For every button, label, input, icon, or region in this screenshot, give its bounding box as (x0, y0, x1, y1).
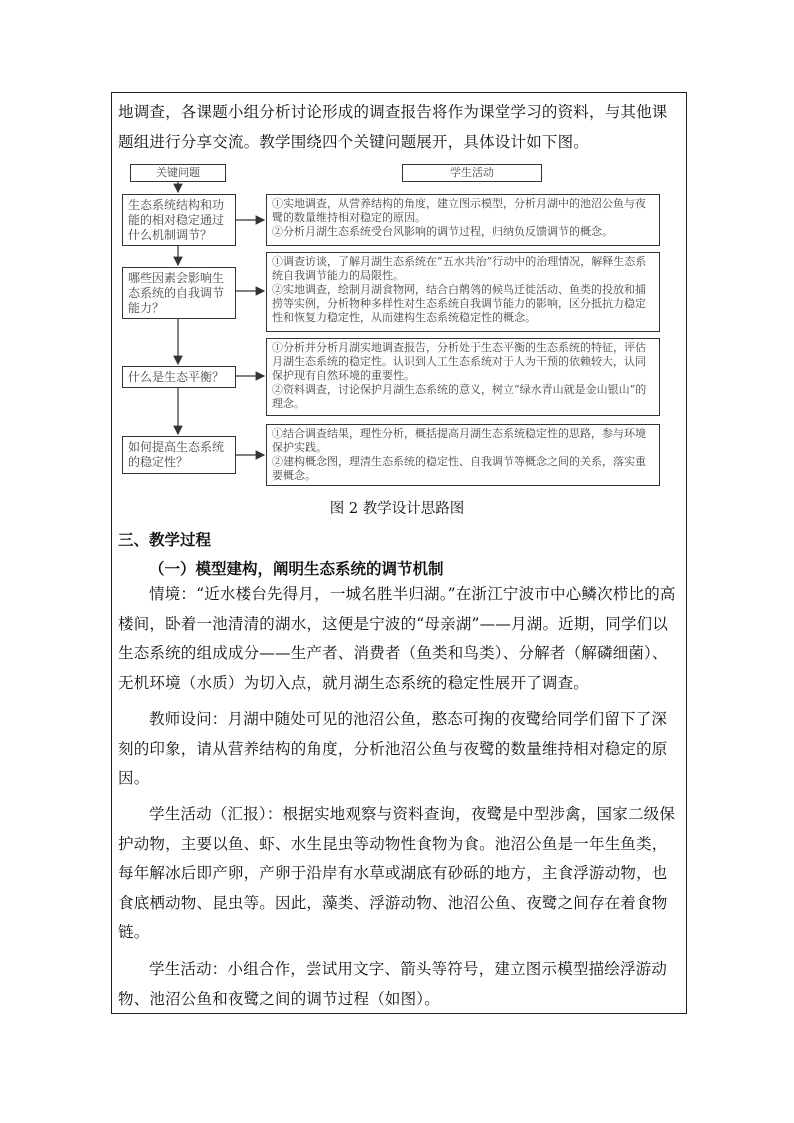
question-box-4: 如何提高生态系统的稳定性？ (122, 436, 236, 474)
figure-caption: 图 2 教学设计思路图 (329, 501, 465, 517)
question-box-1: 生态系统结构和功能的相对稳定通过什么机制调节？ (122, 194, 236, 246)
intro-line-2: 题组进行分享交流。教学围绕四个关键问题展开，具体设计如下图。 (118, 133, 590, 151)
activity-box-2: ①调查访谈，了解月湖生态系统在“五水共治”行动中的治理情况，解释生态系统自我调节能力的局限性。 ②实地调查，绘制月湖食物网，结合白鹡鸰的候鸟迁徙活动、鱼类的投放和捕捞等实例，分析物种多样性对生态系统自我调节能力的影响，区分抵抗力稳定性和恢复力稳定性，从而建构生态系统稳定性的概念。 (266, 252, 660, 332)
activity-box-4: ①结合调查结果，理性分析，概括提高月湖生态系统稳定性的思路，参与环境保护实践。 ②建构概念图，理清生态系统的稳定性、自我调节等概念之间的关系，落实重要概念。 (266, 424, 660, 486)
section-title: 三、教学过程 (118, 530, 212, 549)
question-box-2: 哪些因素会影响生态系统的自我调节能力？ (122, 267, 236, 319)
paragraph-teacher-question: 教师设问：月湖中随处可见的池沼公鱼，憨态可掬的夜鹭给同学们留下了深刻的印象，请从营养结构的角度，分析池沼公鱼与夜鹭的数量维持相对稳定的原因。 (118, 710, 668, 787)
activity-box-1: ①实地调查，从营养结构的角度，建立图示模型，分析月湖中的池沼公鱼与夜鹭的数量维持相对稳定的原因。 ②分析月湖生态系统受台风影响的调节过程，归纳负反馈调节的概念。 (266, 194, 660, 246)
paragraph-context: 情境：“近水楼台先得月，一城名胜半归湖。”在浙江宁波市中心鳞次栉比的高楼间，卧着一池清清的湖水，这便是宁波的“母亲湖”——月湖。近期，同学们以生态系统的组成成分——生产者、消费者（鱼类和鸟类）、分解者（解磷细菌）、无机环境（水质）为切入点，就月湖生态系统的稳定性展开了调查。 (118, 585, 676, 692)
student-activities-header: 学生活动 (402, 164, 542, 182)
paragraph-student-report: 学生活动（汇报）：根据实地观察与资料查询，夜鹭是中型涉禽，国家二级保护动物，主要以鱼、虾、水生昆虫等动物性食物为食。池沼公鱼是一年生鱼类，每年解冰后即产卵，产卵于沿岸有水草或湖底有砂砾的地方，主食浮游动物，也食底栖动物、昆虫等。因此，藻类、浮游动物、池沼公鱼、夜鹭之间存在着食物链。 (118, 805, 676, 941)
intro-line-1: 地调查，各课题小组分析讨论形成的调查报告将作为课堂学习的资料，与其他课 (118, 103, 668, 121)
activity-box-3: ①分析并分析月湖实地调查报告，分析处于生态平衡的生态系统的特征，评估月湖生态系统的稳定性。认识到人工生态系统对于人为干预的依赖较大，认同保护现有自然环境的重要性。 ②资料调查，讨论保护月湖生态系统的意义，树立“绿水青山就是金山银山”的理念。 (266, 338, 660, 416)
key-questions-header: 关键问题 (130, 164, 226, 182)
subsection-title: （一）模型建构，阐明生态系统的调节机制 (149, 559, 444, 578)
paragraph-student-activity: 学生活动：小组合作，尝试用文字、箭头等符号，建立图示模型描绘浮游动物、池沼公鱼和夜鹭之间的调节过程（如图）。 (118, 960, 668, 1008)
question-box-3: 什么是生态平衡？ (122, 366, 236, 388)
